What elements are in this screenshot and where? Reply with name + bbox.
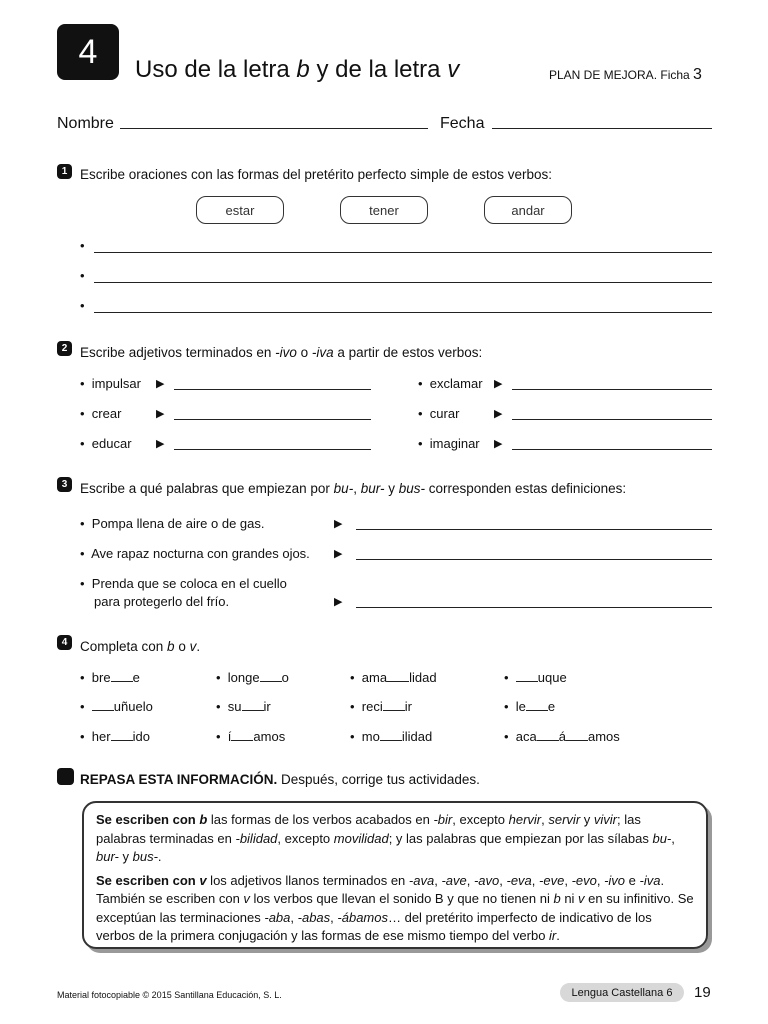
answer-line[interactable]: [356, 607, 712, 608]
bullet: •: [80, 268, 85, 283]
info-run: los verbos que llevan el sonido B y que no tienen ni: [249, 891, 554, 906]
plan-label: [549, 66, 702, 84]
info-run: y: [580, 812, 594, 827]
section2-title: [80, 345, 482, 360]
info-run: ,: [541, 812, 549, 827]
info-run: en su infinitivo. Se exceptúan las terminaciones: [96, 891, 694, 925]
title-part: a partir de estos verbos:: [333, 345, 483, 360]
arrow-icon: ▶: [156, 438, 165, 450]
info-run: ,: [330, 909, 338, 925]
word-blank[interactable]: • su ir: [216, 699, 271, 714]
arrow-icon: ▶: [334, 548, 343, 560]
review-badge: [57, 768, 74, 785]
section-badge: 4: [57, 635, 72, 650]
date-label: Fecha: [440, 115, 485, 132]
info-run: las formas de los verbos acabados en: [207, 812, 434, 827]
sentence-line[interactable]: [94, 252, 712, 253]
info-run: ni: [560, 891, 579, 906]
answer-line[interactable]: [174, 389, 371, 390]
sentence-line[interactable]: [94, 282, 712, 283]
answer-line[interactable]: [512, 449, 712, 450]
info-run: ; y las palabras que empiezan por las sílabas: [388, 830, 653, 846]
info-run: -eve: [539, 872, 565, 888]
info-run: , excepto: [452, 812, 509, 827]
answer-line[interactable]: [356, 529, 712, 530]
info-run: … del pretérito imperfecto de indicativo de los verbos de la primera conjugación y las formas de ese mismo tiempo del verbo: [96, 909, 652, 943]
info-run: -bilidad: [235, 830, 278, 846]
info-run: .: [556, 928, 560, 943]
word-blank[interactable]: • í amos: [216, 729, 286, 744]
info-run: -avo: [473, 872, 500, 888]
info-run: -ave: [441, 872, 467, 888]
info-run: ,: [466, 872, 474, 888]
verb-pill: andar: [484, 196, 572, 224]
info-box: [82, 801, 708, 949]
info-run: movilidad: [333, 830, 389, 846]
definition-item: • Pompa llena de aire o de gas.: [80, 516, 265, 531]
info-paragraph-v: [96, 872, 694, 946]
info-run: -ava: [408, 872, 435, 888]
page-title: [135, 56, 459, 84]
page-number: 19: [694, 984, 711, 1001]
answer-line[interactable]: [356, 559, 712, 560]
info-run: -iva: [639, 872, 661, 888]
date-field[interactable]: [492, 128, 712, 129]
info-run: v: [199, 872, 207, 888]
word-blank[interactable]: • her ido: [80, 729, 150, 744]
section3-title: Escribe a qué palabras que empiezan por bu-, bur- y bus- corresponden estas definiciones:: [80, 481, 627, 496]
definition-item: • Ave rapaz nocturna con grandes ojos.: [80, 546, 310, 561]
definition-item-cont: para protegerlo del frío.: [94, 594, 230, 609]
info-run: -bir: [433, 812, 453, 827]
name-field[interactable]: [120, 128, 428, 129]
info-run: bus-: [132, 849, 158, 864]
info-run: b: [553, 891, 561, 906]
verb-pill: tener: [340, 196, 428, 224]
section4-title: Completa con b o v.: [80, 639, 201, 654]
word-blank[interactable]: • uñuelo: [80, 699, 153, 714]
review-heading: REPASA ESTA INFORMACIÓN. Después, corrige tus actividades.: [80, 772, 480, 787]
info-run: vivir: [593, 812, 617, 827]
answer-line[interactable]: [174, 449, 371, 450]
bullet: •: [80, 298, 85, 313]
info-run: ,: [290, 909, 298, 925]
ficha-number: 3: [693, 66, 702, 83]
copyright: Material fotocopiable © 2015 Santillana Educación, S. L.: [57, 990, 282, 1000]
word-blank[interactable]: • bre e: [80, 670, 140, 685]
word-blank[interactable]: • mo ilidad: [350, 729, 433, 744]
info-run: bur-: [96, 849, 119, 864]
arrow-icon: ▶: [494, 438, 503, 450]
info-run: .: [157, 849, 162, 864]
word-blank[interactable]: • le e: [504, 699, 556, 714]
info-run: bu-: [652, 830, 672, 846]
answer-line[interactable]: [512, 419, 712, 420]
title-letter-b: b: [296, 56, 310, 83]
info-run: -aba: [264, 909, 291, 925]
info-paragraph-b: [96, 811, 694, 867]
name-label: Nombre: [57, 115, 114, 132]
info-run: -eva: [506, 872, 532, 888]
verb-item: • educar: [80, 436, 132, 451]
title-part: y de la letra: [309, 56, 448, 83]
info-run: servir: [548, 812, 581, 827]
word-blank[interactable]: • aca á amos: [504, 729, 620, 744]
section-badge: 2: [57, 341, 72, 356]
sheet-number-badge: 4: [57, 24, 119, 80]
info-run: Se escriben con: [96, 872, 200, 888]
verb-item: • exclamar: [418, 376, 483, 391]
arrow-icon: ▶: [156, 378, 165, 390]
verb-pill: estar: [196, 196, 284, 224]
info-run: ,: [499, 872, 507, 888]
section-badge: 1: [57, 164, 72, 179]
section1-title: Escribe oraciones con las formas del pretérito perfecto simple de estos verbos:: [80, 167, 552, 182]
verb-item: • imaginar: [418, 436, 480, 451]
section-badge: 3: [57, 477, 72, 492]
info-run: -evo: [571, 872, 597, 888]
info-run: los adjetivos llanos terminados en: [206, 872, 409, 888]
info-run: ,: [596, 872, 605, 888]
arrow-icon: ▶: [494, 378, 503, 390]
info-run: ir: [549, 928, 557, 943]
title-part: -ivo: [275, 345, 297, 360]
subject-tab: Lengua Castellana 6: [560, 983, 684, 1002]
info-run: b: [199, 812, 208, 827]
title-part: Uso de la letra: [135, 56, 297, 83]
title-letter-v: v: [447, 56, 460, 83]
title-part: Escribe adjetivos terminados en: [80, 345, 276, 360]
info-run: v: [243, 891, 250, 906]
info-run: ,: [671, 830, 675, 846]
word-blank[interactable]: • ama lidad: [350, 670, 437, 685]
info-run: ; las palabras terminadas en: [96, 812, 641, 846]
word-blank[interactable]: • uque: [504, 670, 567, 685]
word-blank[interactable]: • reci ir: [350, 699, 412, 714]
answer-line[interactable]: [512, 389, 712, 390]
arrow-icon: ▶: [156, 408, 165, 420]
info-run: e: [625, 872, 640, 888]
info-run: ,: [531, 872, 540, 888]
word-blank[interactable]: • longe o: [216, 670, 289, 685]
verb-item: • curar: [418, 406, 460, 421]
arrow-icon: ▶: [494, 408, 503, 420]
bullet: •: [80, 238, 85, 253]
plan-text: PLAN DE MEJORA. Ficha: [549, 68, 694, 82]
info-run: Se escriben con: [96, 812, 200, 827]
info-run: , excepto: [277, 830, 334, 846]
info-run: v: [578, 891, 585, 906]
info-run: ,: [434, 872, 442, 888]
title-part: o: [296, 345, 312, 360]
info-run: ,: [564, 872, 572, 888]
verb-item: • impulsar: [80, 376, 141, 391]
info-run: -ábamos: [337, 909, 388, 925]
info-run: . También se escriben con: [96, 872, 665, 906]
verb-item: • crear: [80, 406, 122, 421]
arrow-icon: ▶: [334, 518, 343, 530]
info-run: y: [118, 849, 133, 864]
info-run: -ivo: [604, 872, 626, 888]
sentence-line[interactable]: [94, 312, 712, 313]
info-run: hervir: [508, 812, 542, 827]
answer-line[interactable]: [174, 419, 371, 420]
arrow-icon: ▶: [334, 596, 343, 608]
info-run: -abas: [297, 909, 331, 925]
definition-item: • Prenda que se coloca en el cuello: [80, 576, 287, 591]
title-part: -iva: [311, 345, 334, 360]
